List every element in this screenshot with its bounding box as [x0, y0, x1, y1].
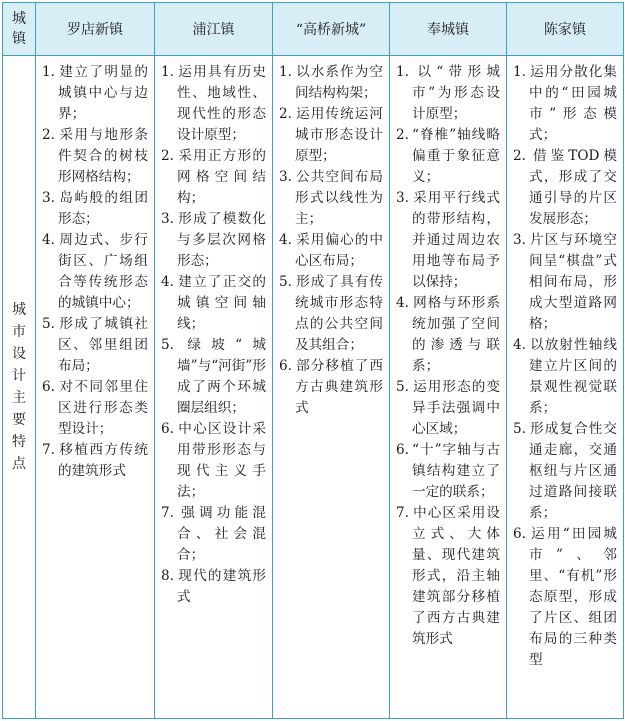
feature-cell	[36, 56, 155, 719]
feature-list	[390, 56, 506, 650]
feature-cell	[390, 56, 507, 719]
list-item: 7. 强调功能混合、社会混合；	[161, 505, 266, 563]
list-item: 1. 建立了明显的城镇中心与边界；	[42, 64, 148, 122]
column-header: 罗店新镇	[36, 3, 155, 56]
list-item: 3. 片区与环境空间呈“棋盘”式相间布局，形成大型道路网格；	[513, 232, 617, 332]
list-item: 1. 运用分散化集中的“田园城市”形态模式；	[513, 64, 617, 143]
list-item: 5. 绿坡“城墙”与“河街”形成了两个环城圈层组织；	[161, 337, 266, 416]
feature-cell	[155, 56, 273, 719]
list-item: 5. 形成了城镇社区、邻里组团布局；	[42, 316, 148, 374]
column-header: 陈家镇	[507, 3, 624, 56]
list-item: 6. 中心区设计采用带形形态与现代主义手法；	[161, 421, 266, 500]
list-item: 2. “脊椎”轴线略偏重于象征意义；	[396, 127, 500, 185]
feature-list	[273, 56, 389, 419]
corner-header: 城镇	[3, 3, 36, 56]
feature-list	[36, 56, 154, 482]
list-item: 6. 运用“田园城市”、邻里、“有机”形态原型，形成了片区、组团布局的三种类型	[513, 526, 617, 668]
list-item: 4. 建立了正交的城镇空间轴线；	[161, 274, 266, 332]
list-item: 3. 形成了模数化与多层次网格形态；	[161, 211, 266, 269]
feature-list	[155, 56, 272, 608]
list-item: 3. 公共空间布局形式以线性为主；	[279, 169, 383, 227]
list-item: 7. 中心区采用设立式、大体量、现代建筑形式，沿主轴建筑部分移植了西方古典建筑形式	[396, 505, 500, 647]
table-header-row	[3, 3, 624, 56]
list-item: 1. 以“带形城市”为形态设计原型；	[396, 64, 500, 122]
feature-cell	[507, 56, 624, 719]
column-header: 奉城镇	[390, 3, 507, 56]
list-item: 2. 借鉴TOD模式，形成了交通引导的片区发展形态；	[513, 148, 617, 227]
list-item: 1. 以水系作为空间结构构架；	[279, 64, 383, 101]
list-item: 5. 形成复合性交通走廊，交通枢纽与片区通过道路间接联系；	[513, 421, 617, 521]
list-item: 8. 现代的建筑形式	[161, 568, 266, 605]
list-item: 3. 岛屿般的组团形态；	[42, 190, 148, 227]
list-item: 2. 采用与地形条件契合的树枝形网格结构；	[42, 127, 148, 185]
list-item: 6. 对不同邻里住区进行形态类型设计；	[42, 379, 148, 437]
column-header: 浦江镇	[155, 3, 273, 56]
row-header: 城市设计主要特点	[3, 56, 36, 719]
feature-cell	[273, 56, 390, 719]
column-header: “高桥新城”	[273, 3, 390, 56]
list-item: 7. 移植西方传统的建筑形式	[42, 442, 148, 479]
feature-list	[507, 56, 623, 671]
list-item: 3. 采用平行线式的带形结构，并通过周边农用地等布局予以保持；	[396, 190, 500, 290]
list-item: 4. 以放射性轴线建立片区间的景观性视觉联系；	[513, 337, 617, 416]
list-item: 5. 形成了具有传统城市形态特点的公共空间及其组合；	[279, 274, 383, 353]
list-item: 5. 运用形态的变异手法强调中心区域；	[396, 379, 500, 437]
list-item: 4. 网格与环形系统加强了空间的渗透与联系；	[396, 295, 500, 374]
list-item: 6. 部分移植了西方古典建筑形式	[279, 358, 383, 416]
list-item: 2. 运用传统运河城市形态设计原型；	[279, 106, 383, 164]
list-item: 1. 运用具有历史性、地域性、现代性的形态设计原型；	[161, 64, 266, 143]
list-item: 4. 周边式、步行街区、广场组合等传统形态的城镇中心；	[42, 232, 148, 311]
list-item: 4. 采用偏心的中心区布局；	[279, 232, 383, 269]
comparison-table	[2, 2, 624, 719]
table-row	[3, 56, 624, 719]
list-item: 6. “十”字轴与古镇结构建立了一定的联系；	[396, 442, 500, 500]
list-item: 2. 采用正方形的网格空间结构；	[161, 148, 266, 206]
